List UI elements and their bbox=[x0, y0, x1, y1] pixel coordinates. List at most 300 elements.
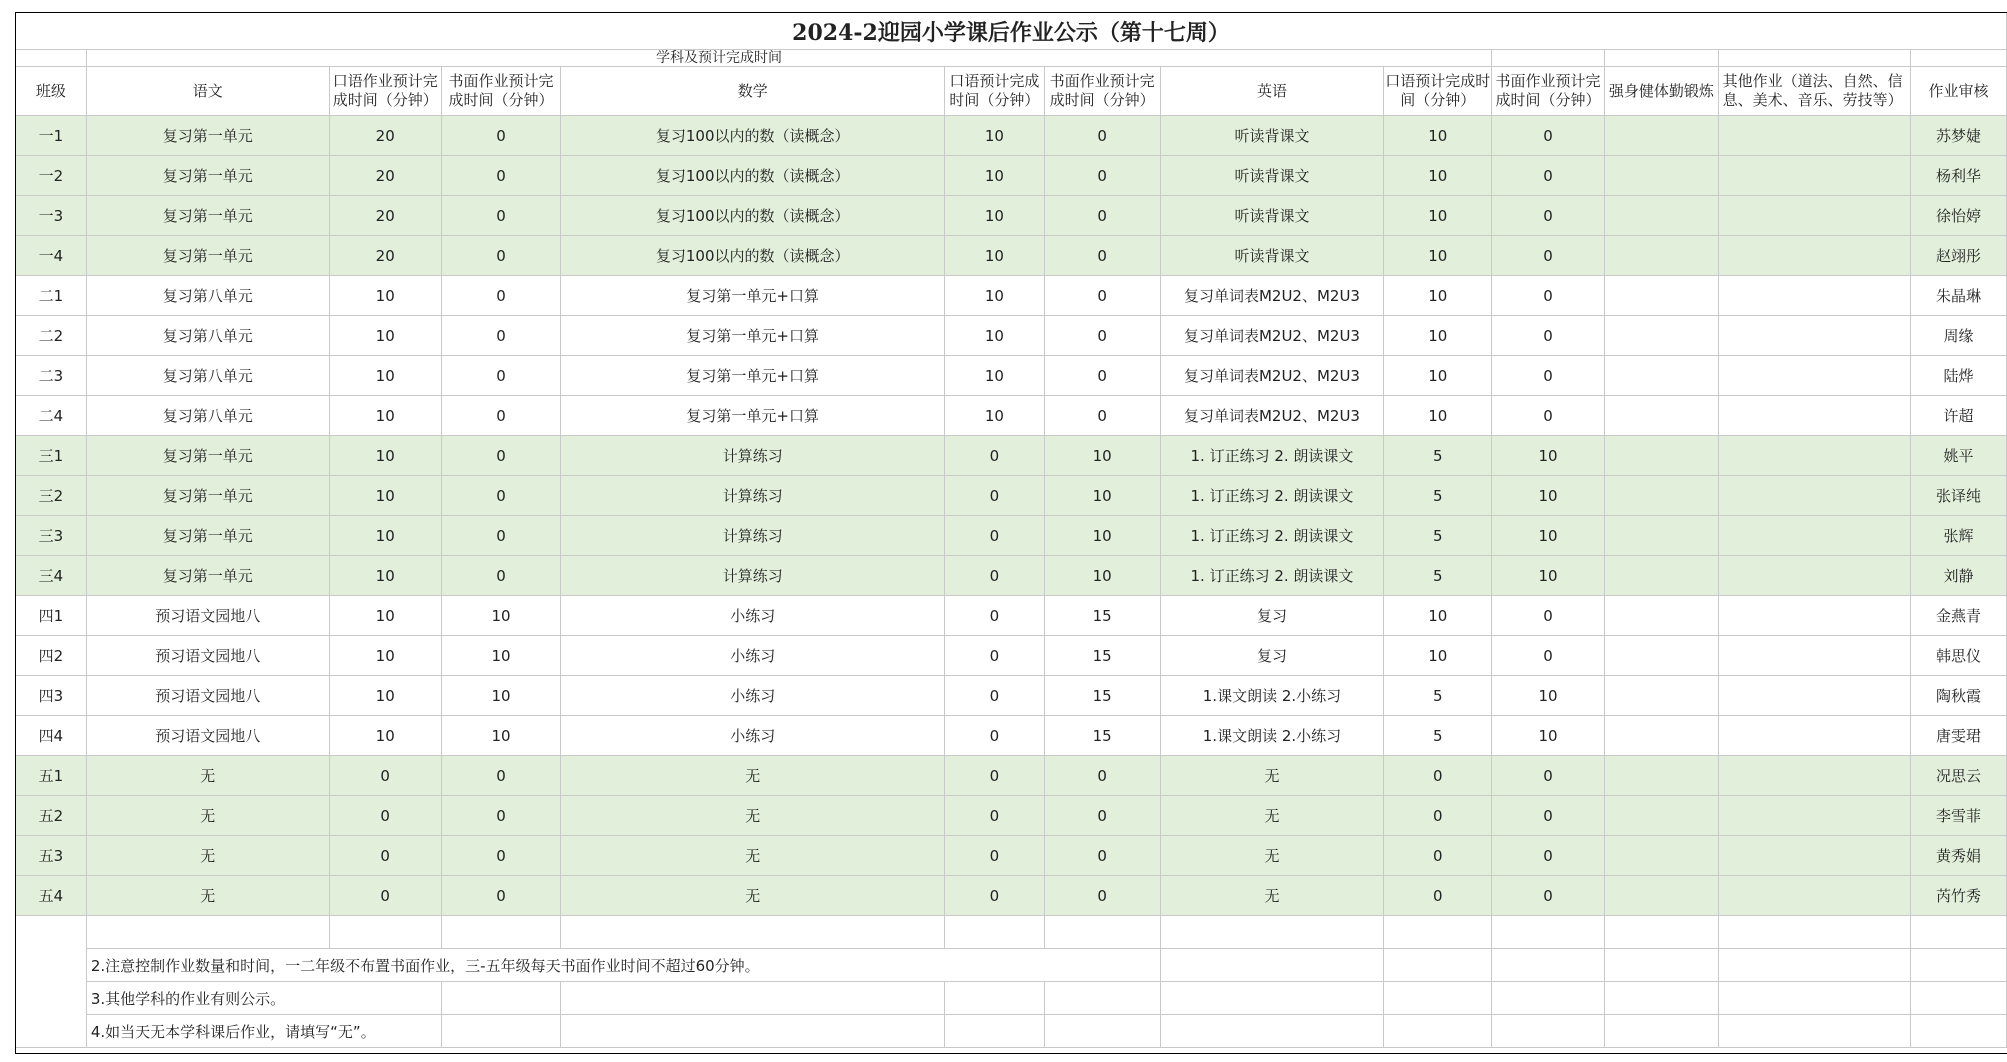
chinese-oral-time: 0 bbox=[329, 796, 441, 836]
class-cell: 一4 bbox=[16, 236, 87, 276]
chinese-oral-time: 20 bbox=[329, 196, 441, 236]
fitness-cell bbox=[1604, 156, 1718, 196]
note-empty-cell bbox=[1718, 1015, 1911, 1048]
math-oral-time: 10 bbox=[944, 276, 1044, 316]
note-empty-cell bbox=[1044, 916, 1160, 949]
note-empty-cell bbox=[944, 1015, 1044, 1048]
class-cell: 二2 bbox=[16, 316, 87, 356]
english-homework: 听读背课文 bbox=[1160, 236, 1384, 276]
reviewer-name: 李雪菲 bbox=[1911, 796, 2007, 836]
note-empty-cell bbox=[1384, 949, 1492, 982]
chinese-homework: 复习第一单元 bbox=[86, 196, 329, 236]
fitness-cell bbox=[1604, 196, 1718, 236]
other-homework bbox=[1718, 356, 1911, 396]
math-oral-time: 10 bbox=[944, 116, 1044, 156]
math-oral-time: 0 bbox=[944, 516, 1044, 556]
chinese-written-time: 10 bbox=[441, 596, 561, 636]
header-chinese-written: 书面作业预计完成时间（分钟） bbox=[441, 67, 561, 116]
chinese-oral-time: 0 bbox=[329, 836, 441, 876]
chinese-written-time: 10 bbox=[441, 636, 561, 676]
class-cell: 三3 bbox=[16, 516, 87, 556]
chinese-homework: 无 bbox=[86, 836, 329, 876]
chinese-homework: 复习第一单元 bbox=[86, 116, 329, 156]
fitness-cell bbox=[1604, 796, 1718, 836]
note-empty-cell bbox=[1492, 949, 1605, 982]
table-row bbox=[16, 316, 2007, 356]
note-empty-cell bbox=[1911, 1015, 2007, 1048]
class-cell: 一3 bbox=[16, 196, 87, 236]
header-english-oral: 口语预计完成时间（分钟） bbox=[1384, 67, 1492, 116]
note-empty-cell bbox=[1384, 916, 1492, 949]
table-row bbox=[16, 756, 2007, 796]
math-oral-time: 0 bbox=[944, 556, 1044, 596]
english-written-time: 0 bbox=[1492, 396, 1605, 436]
math-written-time: 0 bbox=[1044, 236, 1160, 276]
english-written-time: 0 bbox=[1492, 276, 1605, 316]
chinese-homework: 预习语文园地八 bbox=[86, 676, 329, 716]
reviewer-name: 陶秋霞 bbox=[1911, 676, 2007, 716]
english-homework: 无 bbox=[1160, 876, 1384, 916]
chinese-oral-time: 10 bbox=[329, 476, 441, 516]
class-cell: 五2 bbox=[16, 796, 87, 836]
english-oral-time: 5 bbox=[1384, 556, 1492, 596]
class-cell: 一1 bbox=[16, 116, 87, 156]
reviewer-name: 黄秀娟 bbox=[1911, 836, 2007, 876]
reviewer-name: 张译纯 bbox=[1911, 476, 2007, 516]
chinese-written-time: 0 bbox=[441, 516, 561, 556]
english-oral-time: 0 bbox=[1384, 756, 1492, 796]
math-written-time: 15 bbox=[1044, 716, 1160, 756]
fitness-cell bbox=[1604, 716, 1718, 756]
chinese-written-time: 0 bbox=[441, 156, 561, 196]
english-homework: 无 bbox=[1160, 756, 1384, 796]
reviewer-name: 张辉 bbox=[1911, 516, 2007, 556]
chinese-written-time: 0 bbox=[441, 476, 561, 516]
math-oral-time: 10 bbox=[944, 316, 1044, 356]
reviewer-name: 徐怡婷 bbox=[1911, 196, 2007, 236]
english-homework: 1. 订正练习 2. 朗读课文 bbox=[1160, 556, 1384, 596]
note-empty-cell bbox=[1384, 982, 1492, 1015]
math-oral-time: 10 bbox=[944, 156, 1044, 196]
english-homework: 听读背课文 bbox=[1160, 196, 1384, 236]
table-row bbox=[16, 596, 2007, 636]
math-written-time: 0 bbox=[1044, 196, 1160, 236]
english-homework: 复习单词表M2U2、M2U3 bbox=[1160, 356, 1384, 396]
header-math-oral: 口语预计完成时间（分钟） bbox=[944, 67, 1044, 116]
math-written-time: 0 bbox=[1044, 276, 1160, 316]
chinese-homework: 复习第一单元 bbox=[86, 436, 329, 476]
english-oral-time: 5 bbox=[1384, 676, 1492, 716]
math-homework: 计算练习 bbox=[561, 476, 945, 516]
header-class: 班级 bbox=[16, 67, 87, 116]
math-written-time: 0 bbox=[1044, 756, 1160, 796]
chinese-homework: 复习第一单元 bbox=[86, 476, 329, 516]
note-empty-cell bbox=[1160, 916, 1384, 949]
chinese-homework: 无 bbox=[86, 756, 329, 796]
note-empty-cell bbox=[944, 916, 1044, 949]
other-homework bbox=[1718, 876, 1911, 916]
table-row bbox=[16, 836, 2007, 876]
math-oral-time: 0 bbox=[944, 836, 1044, 876]
chinese-oral-time: 10 bbox=[329, 516, 441, 556]
english-written-time: 0 bbox=[1492, 596, 1605, 636]
english-oral-time: 5 bbox=[1384, 716, 1492, 756]
math-written-time: 15 bbox=[1044, 596, 1160, 636]
header-math-written: 书面作业预计完成时间（分钟） bbox=[1044, 67, 1160, 116]
table-row bbox=[16, 356, 2007, 396]
table-row bbox=[16, 476, 2007, 516]
english-homework: 1.课文朗读 2.小练习 bbox=[1160, 676, 1384, 716]
math-homework: 小练习 bbox=[561, 676, 945, 716]
chinese-oral-time: 0 bbox=[329, 756, 441, 796]
chinese-written-time: 10 bbox=[441, 716, 561, 756]
english-oral-time: 5 bbox=[1384, 516, 1492, 556]
math-homework: 无 bbox=[561, 876, 945, 916]
math-written-time: 15 bbox=[1044, 676, 1160, 716]
english-oral-time: 10 bbox=[1384, 396, 1492, 436]
fitness-cell bbox=[1604, 436, 1718, 476]
other-homework bbox=[1718, 316, 1911, 356]
chinese-homework: 复习第八单元 bbox=[86, 316, 329, 356]
math-written-time: 10 bbox=[1044, 476, 1160, 516]
fitness-cell bbox=[1604, 636, 1718, 676]
header-other: 其他作业（道法、自然、信息、美术、音乐、劳技等） bbox=[1718, 67, 1911, 116]
chinese-oral-time: 20 bbox=[329, 236, 441, 276]
header-chinese: 语文 bbox=[86, 67, 329, 116]
math-homework: 复习第一单元+口算 bbox=[561, 396, 945, 436]
english-homework: 复习单词表M2U2、M2U3 bbox=[1160, 396, 1384, 436]
note-empty-cell bbox=[561, 1015, 945, 1048]
math-oral-time: 10 bbox=[944, 236, 1044, 276]
english-written-time: 0 bbox=[1492, 156, 1605, 196]
reviewer-name: 刘静 bbox=[1911, 556, 2007, 596]
math-oral-time: 10 bbox=[944, 356, 1044, 396]
class-cell: 四2 bbox=[16, 636, 87, 676]
math-homework: 无 bbox=[561, 756, 945, 796]
english-written-time: 0 bbox=[1492, 836, 1605, 876]
chinese-oral-time: 20 bbox=[329, 116, 441, 156]
fitness-cell bbox=[1604, 356, 1718, 396]
note-empty-cell bbox=[561, 982, 945, 1015]
note-3: 3.其他学科的作业有则公示。 bbox=[86, 982, 441, 1015]
fitness-cell bbox=[1604, 476, 1718, 516]
chinese-written-time: 0 bbox=[441, 556, 561, 596]
chinese-homework: 复习第一单元 bbox=[86, 236, 329, 276]
english-oral-time: 10 bbox=[1384, 596, 1492, 636]
math-written-time: 10 bbox=[1044, 436, 1160, 476]
note-empty-cell bbox=[1492, 982, 1605, 1015]
chinese-written-time: 0 bbox=[441, 196, 561, 236]
table-row bbox=[16, 796, 2007, 836]
table-row bbox=[16, 156, 2007, 196]
math-homework: 复习第一单元+口算 bbox=[561, 276, 945, 316]
note-empty-cell bbox=[1044, 982, 1160, 1015]
chinese-homework: 预习语文园地八 bbox=[86, 716, 329, 756]
fitness-cell bbox=[1604, 876, 1718, 916]
class-cell: 五1 bbox=[16, 756, 87, 796]
reviewer-name: 周缘 bbox=[1911, 316, 2007, 356]
note-4: 4.如当天无本学科课后作业，请填写“无”。 bbox=[86, 1015, 441, 1048]
sub-blank-5 bbox=[1911, 50, 2007, 67]
english-oral-time: 0 bbox=[1384, 876, 1492, 916]
math-homework: 复习第一单元+口算 bbox=[561, 316, 945, 356]
chinese-written-time: 0 bbox=[441, 876, 561, 916]
chinese-homework: 无 bbox=[86, 876, 329, 916]
fitness-cell bbox=[1604, 396, 1718, 436]
english-written-time: 0 bbox=[1492, 756, 1605, 796]
english-oral-time: 10 bbox=[1384, 276, 1492, 316]
math-written-time: 0 bbox=[1044, 396, 1160, 436]
note-2: 2.注意控制作业数量和时间，一二年级不布置书面作业，三-五年级每天书面作业时间不超过60分钟。 bbox=[86, 949, 1160, 982]
table-row bbox=[16, 236, 2007, 276]
class-cell: 三4 bbox=[16, 556, 87, 596]
english-oral-time: 0 bbox=[1384, 836, 1492, 876]
english-oral-time: 5 bbox=[1384, 476, 1492, 516]
math-written-time: 0 bbox=[1044, 116, 1160, 156]
sub-blank-4 bbox=[1718, 50, 1911, 67]
table-row bbox=[16, 196, 2007, 236]
chinese-written-time: 0 bbox=[441, 796, 561, 836]
reviewer-name: 许超 bbox=[1911, 396, 2007, 436]
chinese-homework: 复习第一单元 bbox=[86, 516, 329, 556]
english-homework: 无 bbox=[1160, 836, 1384, 876]
chinese-oral-time: 10 bbox=[329, 316, 441, 356]
other-homework bbox=[1718, 636, 1911, 676]
chinese-homework: 复习第八单元 bbox=[86, 276, 329, 316]
math-oral-time: 0 bbox=[944, 436, 1044, 476]
math-written-time: 0 bbox=[1044, 836, 1160, 876]
other-homework bbox=[1718, 556, 1911, 596]
note-empty-cell bbox=[1911, 949, 2007, 982]
math-written-time: 0 bbox=[1044, 156, 1160, 196]
note-empty-cell bbox=[1604, 982, 1718, 1015]
note-empty-cell bbox=[1911, 982, 2007, 1015]
math-homework: 计算练习 bbox=[561, 436, 945, 476]
english-written-time: 0 bbox=[1492, 636, 1605, 676]
math-written-time: 0 bbox=[1044, 796, 1160, 836]
other-homework bbox=[1718, 116, 1911, 156]
other-homework bbox=[1718, 236, 1911, 276]
class-cell: 二3 bbox=[16, 356, 87, 396]
note-empty-cell bbox=[1911, 916, 2007, 949]
table-row bbox=[16, 556, 2007, 596]
homework-table bbox=[15, 12, 2007, 1048]
reviewer-name: 况思云 bbox=[1911, 756, 2007, 796]
chinese-homework: 复习第八单元 bbox=[86, 396, 329, 436]
other-homework bbox=[1718, 676, 1911, 716]
chinese-written-time: 0 bbox=[441, 236, 561, 276]
english-oral-time: 10 bbox=[1384, 236, 1492, 276]
math-homework: 复习第一单元+口算 bbox=[561, 356, 945, 396]
note-empty-cell bbox=[1604, 916, 1718, 949]
math-oral-time: 0 bbox=[944, 716, 1044, 756]
english-written-time: 10 bbox=[1492, 716, 1605, 756]
class-cell: 五4 bbox=[16, 876, 87, 916]
chinese-written-time: 0 bbox=[441, 436, 561, 476]
header-english: 英语 bbox=[1160, 67, 1384, 116]
reviewer-name: 赵翊彤 bbox=[1911, 236, 2007, 276]
reviewer-name: 杨利华 bbox=[1911, 156, 2007, 196]
chinese-oral-time: 10 bbox=[329, 276, 441, 316]
english-written-time: 0 bbox=[1492, 876, 1605, 916]
english-homework: 听读背课文 bbox=[1160, 116, 1384, 156]
header-review: 作业审核 bbox=[1911, 67, 2007, 116]
note-empty-cell bbox=[1718, 916, 1911, 949]
note-empty-cell bbox=[1160, 982, 1384, 1015]
header-math: 数学 bbox=[561, 67, 945, 116]
spreadsheet bbox=[15, 12, 2007, 1048]
math-homework: 无 bbox=[561, 796, 945, 836]
table-row bbox=[16, 396, 2007, 436]
math-homework: 小练习 bbox=[561, 596, 945, 636]
chinese-oral-time: 10 bbox=[329, 636, 441, 676]
subtitle: 学科及预计完成时间 bbox=[86, 50, 1491, 67]
chinese-written-time: 0 bbox=[441, 356, 561, 396]
other-homework bbox=[1718, 476, 1911, 516]
math-oral-time: 0 bbox=[944, 676, 1044, 716]
english-homework: 复习 bbox=[1160, 636, 1384, 676]
english-homework: 1. 订正练习 2. 朗读课文 bbox=[1160, 436, 1384, 476]
other-homework bbox=[1718, 596, 1911, 636]
fitness-cell bbox=[1604, 556, 1718, 596]
english-oral-time: 10 bbox=[1384, 116, 1492, 156]
class-cell: 三1 bbox=[16, 436, 87, 476]
chinese-homework: 复习第一单元 bbox=[86, 156, 329, 196]
table-row bbox=[16, 676, 2007, 716]
chinese-written-time: 0 bbox=[441, 756, 561, 796]
english-homework: 1.课文朗读 2.小练习 bbox=[1160, 716, 1384, 756]
note-empty-cell bbox=[1718, 982, 1911, 1015]
chinese-oral-time: 10 bbox=[329, 356, 441, 396]
math-homework: 小练习 bbox=[561, 716, 945, 756]
note-empty-cell bbox=[441, 916, 561, 949]
note-empty-cell bbox=[944, 982, 1044, 1015]
table-row bbox=[16, 436, 2007, 476]
english-written-time: 0 bbox=[1492, 316, 1605, 356]
math-homework: 复习100以内的数（读概念） bbox=[561, 156, 945, 196]
note-empty-cell bbox=[561, 916, 945, 949]
chinese-homework: 预习语文园地八 bbox=[86, 636, 329, 676]
chinese-written-time: 0 bbox=[441, 836, 561, 876]
class-cell: 三2 bbox=[16, 476, 87, 516]
class-cell: 一2 bbox=[16, 156, 87, 196]
note-empty-cell bbox=[329, 916, 441, 949]
math-written-time: 0 bbox=[1044, 356, 1160, 396]
header-chinese-oral: 口语作业预计完成时间（分钟） bbox=[329, 67, 441, 116]
math-written-time: 10 bbox=[1044, 516, 1160, 556]
note-empty-cell bbox=[1604, 1015, 1718, 1048]
english-written-time: 0 bbox=[1492, 796, 1605, 836]
math-oral-time: 0 bbox=[944, 476, 1044, 516]
english-written-time: 10 bbox=[1492, 516, 1605, 556]
math-oral-time: 0 bbox=[944, 756, 1044, 796]
fitness-cell bbox=[1604, 516, 1718, 556]
math-written-time: 15 bbox=[1044, 636, 1160, 676]
class-cell: 四4 bbox=[16, 716, 87, 756]
fitness-cell bbox=[1604, 116, 1718, 156]
math-homework: 复习100以内的数（读概念） bbox=[561, 196, 945, 236]
note-empty-cell bbox=[441, 1015, 561, 1048]
chinese-homework: 复习第一单元 bbox=[86, 556, 329, 596]
class-cell: 二4 bbox=[16, 396, 87, 436]
chinese-homework: 无 bbox=[86, 796, 329, 836]
math-written-time: 0 bbox=[1044, 876, 1160, 916]
class-cell: 四1 bbox=[16, 596, 87, 636]
other-homework bbox=[1718, 756, 1911, 796]
chinese-oral-time: 10 bbox=[329, 436, 441, 476]
chinese-homework: 复习第八单元 bbox=[86, 356, 329, 396]
fitness-cell bbox=[1604, 676, 1718, 716]
math-homework: 复习100以内的数（读概念） bbox=[561, 116, 945, 156]
english-oral-time: 10 bbox=[1384, 156, 1492, 196]
reviewer-name: 姚平 bbox=[1911, 436, 2007, 476]
english-written-time: 10 bbox=[1492, 436, 1605, 476]
table-row bbox=[16, 716, 2007, 756]
reviewer-name: 陆烨 bbox=[1911, 356, 2007, 396]
english-oral-time: 10 bbox=[1384, 356, 1492, 396]
reviewer-name: 苏梦婕 bbox=[1911, 116, 2007, 156]
chinese-oral-time: 10 bbox=[329, 716, 441, 756]
chinese-written-time: 0 bbox=[441, 276, 561, 316]
chinese-homework: 预习语文园地八 bbox=[86, 596, 329, 636]
english-oral-time: 10 bbox=[1384, 196, 1492, 236]
english-written-time: 0 bbox=[1492, 196, 1605, 236]
chinese-oral-time: 10 bbox=[329, 396, 441, 436]
reviewer-name: 韩思仪 bbox=[1911, 636, 2007, 676]
other-homework bbox=[1718, 516, 1911, 556]
math-written-time: 0 bbox=[1044, 316, 1160, 356]
chinese-oral-time: 10 bbox=[329, 596, 441, 636]
english-written-time: 0 bbox=[1492, 236, 1605, 276]
note-empty-cell bbox=[1492, 916, 1605, 949]
english-written-time: 0 bbox=[1492, 356, 1605, 396]
math-oral-time: 0 bbox=[944, 596, 1044, 636]
english-oral-time: 10 bbox=[1384, 636, 1492, 676]
note-empty-cell bbox=[1044, 1015, 1160, 1048]
math-oral-time: 10 bbox=[944, 396, 1044, 436]
math-homework: 计算练习 bbox=[561, 516, 945, 556]
class-cell: 五3 bbox=[16, 836, 87, 876]
note-empty-cell bbox=[1718, 949, 1911, 982]
math-homework: 计算练习 bbox=[561, 556, 945, 596]
english-written-time: 10 bbox=[1492, 676, 1605, 716]
other-homework bbox=[1718, 276, 1911, 316]
note-empty-cell bbox=[1604, 949, 1718, 982]
english-homework: 复习单词表M2U2、M2U3 bbox=[1160, 276, 1384, 316]
other-homework bbox=[1718, 156, 1911, 196]
math-oral-time: 0 bbox=[944, 876, 1044, 916]
math-written-time: 10 bbox=[1044, 556, 1160, 596]
fitness-cell bbox=[1604, 316, 1718, 356]
english-oral-time: 5 bbox=[1384, 436, 1492, 476]
header-fitness: 强身健体勤锻炼 bbox=[1604, 67, 1718, 116]
english-homework: 复习单词表M2U2、M2U3 bbox=[1160, 316, 1384, 356]
chinese-written-time: 0 bbox=[441, 396, 561, 436]
table-row bbox=[16, 876, 2007, 916]
chinese-written-time: 0 bbox=[441, 116, 561, 156]
header-english-written: 书面作业预计完成时间（分钟） bbox=[1492, 67, 1605, 116]
english-homework: 听读背课文 bbox=[1160, 156, 1384, 196]
fitness-cell bbox=[1604, 836, 1718, 876]
class-cell: 二1 bbox=[16, 276, 87, 316]
note-empty-cell bbox=[1384, 1015, 1492, 1048]
english-homework: 1. 订正练习 2. 朗读课文 bbox=[1160, 516, 1384, 556]
sub-blank bbox=[16, 50, 87, 67]
other-homework bbox=[1718, 836, 1911, 876]
reviewer-name: 唐雯珺 bbox=[1911, 716, 2007, 756]
table-row bbox=[16, 636, 2007, 676]
other-homework bbox=[1718, 716, 1911, 756]
